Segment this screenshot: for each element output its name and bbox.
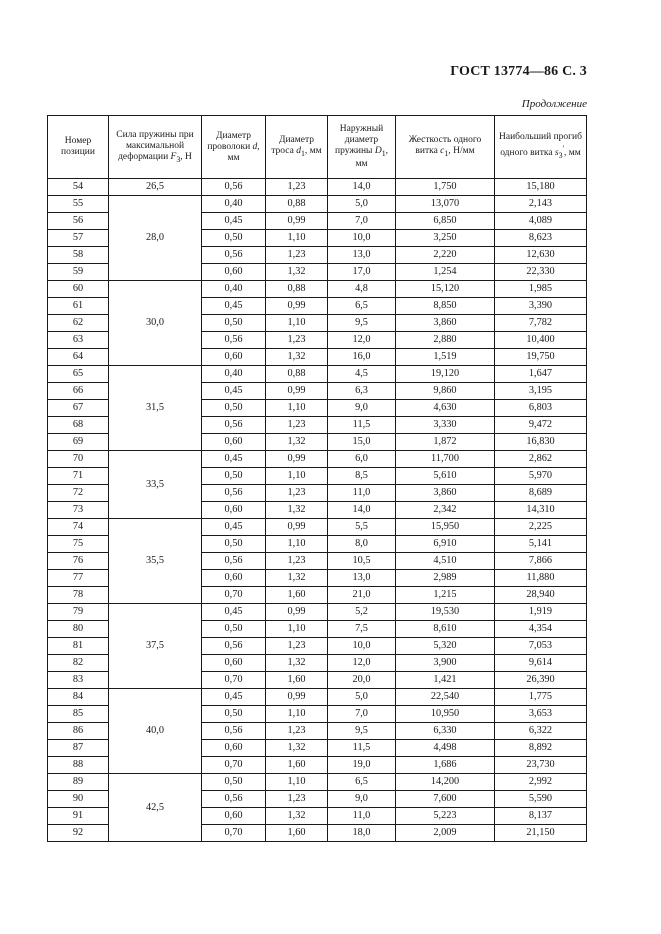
cell-position: 57 [48, 230, 109, 247]
cell-rope-diameter: 1,60 [266, 672, 328, 689]
cell-rope-diameter: 1,23 [266, 247, 328, 264]
cell-outer-diameter: 12,0 [328, 655, 396, 672]
column-coil-stiffness [396, 116, 495, 179]
cell-outer-diameter: 11,0 [328, 808, 396, 825]
column-symbol-subscript: 3 [176, 154, 181, 164]
cell-deflection: 1,647 [495, 366, 587, 383]
cell-deflection: 11,880 [495, 570, 587, 587]
cell-stiffness: 2,989 [396, 570, 495, 587]
cell-rope-diameter: 1,23 [266, 332, 328, 349]
cell-stiffness: 6,330 [396, 723, 495, 740]
cell-position: 77 [48, 570, 109, 587]
cell-position: 87 [48, 740, 109, 757]
cell-wire-diameter: 0,60 [202, 655, 266, 672]
cell-rope-diameter: 1,60 [266, 825, 328, 842]
cell-wire-diameter: 0,50 [202, 468, 266, 485]
cell-outer-diameter: 10,0 [328, 230, 396, 247]
cell-deflection: 22,330 [495, 264, 587, 281]
column-label: Сила пружины при максимальной деформации [116, 129, 194, 162]
cell-spring-force: 42,5 [109, 774, 202, 842]
cell-outer-diameter: 11,0 [328, 485, 396, 502]
cell-spring-force: 35,5 [109, 519, 202, 604]
cell-stiffness: 6,850 [396, 213, 495, 230]
cell-position: 80 [48, 621, 109, 638]
cell-outer-diameter: 5,0 [328, 196, 396, 213]
cell-deflection: 26,390 [495, 672, 587, 689]
cell-rope-diameter: 1,23 [266, 638, 328, 655]
table-row [48, 196, 587, 213]
cell-rope-diameter: 0,99 [266, 689, 328, 706]
cell-rope-diameter: 0,99 [266, 519, 328, 536]
cell-wire-diameter: 0,50 [202, 706, 266, 723]
cell-wire-diameter: 0,50 [202, 774, 266, 791]
column-symbol-subscript: 1 [381, 148, 386, 158]
cell-wire-diameter: 0,50 [202, 400, 266, 417]
cell-position: 65 [48, 366, 109, 383]
cell-wire-diameter: 0,60 [202, 808, 266, 825]
column-label: Жесткость одного витка [408, 135, 482, 157]
cell-outer-diameter: 12,0 [328, 332, 396, 349]
cell-wire-diameter: 0,45 [202, 383, 266, 400]
column-unit: , мм [564, 148, 581, 159]
cell-deflection: 1,985 [495, 281, 587, 298]
cell-position: 90 [48, 791, 109, 808]
cell-rope-diameter: 1,23 [266, 553, 328, 570]
table-body [48, 179, 587, 842]
header-row [48, 116, 587, 179]
table-row [48, 519, 587, 536]
cell-position: 86 [48, 723, 109, 740]
cell-deflection: 5,970 [495, 468, 587, 485]
cell-position: 64 [48, 349, 109, 366]
cell-position: 92 [48, 825, 109, 842]
cell-deflection: 8,689 [495, 485, 587, 502]
cell-wire-diameter: 0,50 [202, 315, 266, 332]
cell-wire-diameter: 0,45 [202, 213, 266, 230]
cell-deflection: 7,866 [495, 553, 587, 570]
cell-stiffness: 3,860 [396, 485, 495, 502]
cell-stiffness: 4,498 [396, 740, 495, 757]
cell-wire-diameter: 0,56 [202, 638, 266, 655]
cell-wire-diameter: 0,56 [202, 179, 266, 196]
cell-rope-diameter: 1,60 [266, 587, 328, 604]
table-row [48, 179, 587, 196]
cell-wire-diameter: 0,60 [202, 502, 266, 519]
cell-rope-diameter: 1,10 [266, 468, 328, 485]
continued-label: Продолжение [521, 98, 587, 110]
cell-spring-force: 37,5 [109, 604, 202, 689]
cell-wire-diameter: 0,70 [202, 672, 266, 689]
cell-position: 89 [48, 774, 109, 791]
cell-outer-diameter: 9,0 [328, 791, 396, 808]
cell-outer-diameter: 10,5 [328, 553, 396, 570]
cell-spring-force: 31,5 [109, 366, 202, 451]
cell-position: 61 [48, 298, 109, 315]
cell-position: 66 [48, 383, 109, 400]
cell-deflection: 1,919 [495, 604, 587, 621]
cell-deflection: 2,862 [495, 451, 587, 468]
column-spring-force [109, 116, 202, 179]
cell-rope-diameter: 1,10 [266, 230, 328, 247]
cell-outer-diameter: 9,5 [328, 723, 396, 740]
cell-rope-diameter: 1,10 [266, 315, 328, 332]
cell-wire-diameter: 0,45 [202, 519, 266, 536]
column-symbol: d [252, 141, 258, 152]
cell-outer-diameter: 8,0 [328, 536, 396, 553]
column-symbol: D [374, 146, 382, 157]
cell-rope-diameter: 1,23 [266, 417, 328, 434]
cell-position: 70 [48, 451, 109, 468]
cell-stiffness: 1,519 [396, 349, 495, 366]
cell-outer-diameter: 14,0 [328, 179, 396, 196]
cell-wire-diameter: 0,40 [202, 281, 266, 298]
cell-outer-diameter: 6,0 [328, 451, 396, 468]
cell-stiffness: 5,610 [396, 468, 495, 485]
cell-deflection: 9,472 [495, 417, 587, 434]
cell-deflection: 6,803 [495, 400, 587, 417]
cell-deflection: 3,653 [495, 706, 587, 723]
cell-deflection: 4,354 [495, 621, 587, 638]
cell-outer-diameter: 18,0 [328, 825, 396, 842]
cell-stiffness: 6,910 [396, 536, 495, 553]
cell-rope-diameter: 0,99 [266, 451, 328, 468]
cell-stiffness: 8,610 [396, 621, 495, 638]
cell-stiffness: 5,223 [396, 808, 495, 825]
column-symbol: d [296, 146, 301, 157]
column-symbol-subscript: 1 [444, 148, 449, 158]
cell-outer-diameter: 6,3 [328, 383, 396, 400]
cell-stiffness: 4,630 [396, 400, 495, 417]
cell-stiffness: 1,872 [396, 434, 495, 451]
cell-rope-diameter: 1,10 [266, 706, 328, 723]
column-label: Номер позиции [61, 136, 95, 157]
column-unit: , мм [227, 141, 260, 163]
cell-wire-diameter: 0,50 [202, 621, 266, 638]
cell-wire-diameter: 0,40 [202, 196, 266, 213]
cell-wire-diameter: 0,60 [202, 264, 266, 281]
cell-rope-diameter: 1,32 [266, 349, 328, 366]
cell-rope-diameter: 1,32 [266, 808, 328, 825]
cell-outer-diameter: 5,0 [328, 689, 396, 706]
cell-stiffness: 19,120 [396, 366, 495, 383]
cell-wire-diameter: 0,60 [202, 740, 266, 757]
cell-outer-diameter: 5,2 [328, 604, 396, 621]
cell-outer-diameter: 14,0 [328, 502, 396, 519]
cell-rope-diameter: 1,10 [266, 621, 328, 638]
cell-wire-diameter: 0,70 [202, 825, 266, 842]
cell-outer-diameter: 13,0 [328, 570, 396, 587]
cell-outer-diameter: 6,5 [328, 774, 396, 791]
cell-wire-diameter: 0,56 [202, 553, 266, 570]
cell-deflection: 8,137 [495, 808, 587, 825]
cell-wire-diameter: 0,45 [202, 451, 266, 468]
cell-wire-diameter: 0,40 [202, 366, 266, 383]
cell-stiffness: 15,120 [396, 281, 495, 298]
cell-outer-diameter: 5,5 [328, 519, 396, 536]
cell-stiffness: 13,070 [396, 196, 495, 213]
cell-deflection: 21,150 [495, 825, 587, 842]
column-symbol-subscript: 1 [300, 148, 305, 158]
cell-position: 62 [48, 315, 109, 332]
cell-stiffness: 10,950 [396, 706, 495, 723]
cell-position: 71 [48, 468, 109, 485]
cell-stiffness: 1,421 [396, 672, 495, 689]
cell-position: 84 [48, 689, 109, 706]
table-row [48, 604, 587, 621]
cell-stiffness: 19,530 [396, 604, 495, 621]
column-symbol: s [554, 148, 559, 159]
cell-stiffness: 3,900 [396, 655, 495, 672]
cell-position: 55 [48, 196, 109, 213]
cell-outer-diameter: 8,5 [328, 468, 396, 485]
cell-deflection: 3,195 [495, 383, 587, 400]
cell-rope-diameter: 1,23 [266, 791, 328, 808]
cell-rope-diameter: 0,99 [266, 383, 328, 400]
cell-stiffness: 3,860 [396, 315, 495, 332]
cell-rope-diameter: 1,32 [266, 502, 328, 519]
cell-spring-force: 26,5 [109, 179, 202, 196]
cell-position: 76 [48, 553, 109, 570]
column-label: Наружный диаметр пружины [334, 124, 384, 157]
cell-deflection: 10,400 [495, 332, 587, 349]
cell-stiffness: 1,750 [396, 179, 495, 196]
cell-spring-force: 28,0 [109, 196, 202, 281]
cell-deflection: 5,141 [495, 536, 587, 553]
cell-deflection: 3,390 [495, 298, 587, 315]
cell-stiffness: 7,600 [396, 791, 495, 808]
table-row [48, 689, 587, 706]
cell-outer-diameter: 7,0 [328, 213, 396, 230]
spring-parameters-table [47, 115, 587, 842]
cell-stiffness: 2,009 [396, 825, 495, 842]
column-unit: , мм [355, 146, 389, 169]
cell-spring-force: 30,0 [109, 281, 202, 366]
cell-stiffness: 14,200 [396, 774, 495, 791]
cell-wire-diameter: 0,56 [202, 485, 266, 502]
cell-wire-diameter: 0,70 [202, 587, 266, 604]
cell-deflection: 8,892 [495, 740, 587, 757]
cell-stiffness: 22,540 [396, 689, 495, 706]
cell-position: 82 [48, 655, 109, 672]
cell-outer-diameter: 17,0 [328, 264, 396, 281]
cell-position: 73 [48, 502, 109, 519]
cell-position: 58 [48, 247, 109, 264]
cell-rope-diameter: 1,32 [266, 434, 328, 451]
cell-rope-diameter: 1,32 [266, 264, 328, 281]
cell-outer-diameter: 20,0 [328, 672, 396, 689]
cell-wire-diameter: 0,56 [202, 417, 266, 434]
cell-deflection: 15,180 [495, 179, 587, 196]
cell-position: 83 [48, 672, 109, 689]
cell-deflection: 16,830 [495, 434, 587, 451]
cell-outer-diameter: 16,0 [328, 349, 396, 366]
cell-wire-diameter: 0,45 [202, 298, 266, 315]
table-row [48, 366, 587, 383]
cell-deflection: 2,992 [495, 774, 587, 791]
cell-deflection: 7,782 [495, 315, 587, 332]
cell-wire-diameter: 0,56 [202, 332, 266, 349]
cell-deflection: 14,310 [495, 502, 587, 519]
cell-outer-diameter: 15,0 [328, 434, 396, 451]
cell-outer-diameter: 19,0 [328, 757, 396, 774]
cell-rope-diameter: 0,88 [266, 366, 328, 383]
cell-position: 91 [48, 808, 109, 825]
cell-deflection: 2,143 [495, 196, 587, 213]
column-unit: , Н/мм [448, 146, 475, 157]
cell-position: 75 [48, 536, 109, 553]
column-label: Диаметр троса [271, 135, 315, 157]
cell-wire-diameter: 0,45 [202, 604, 266, 621]
column-symbol-subscript: 3 [558, 151, 563, 161]
cell-position: 81 [48, 638, 109, 655]
cell-stiffness: 3,330 [396, 417, 495, 434]
cell-rope-diameter: 1,32 [266, 570, 328, 587]
cell-stiffness: 4,510 [396, 553, 495, 570]
cell-position: 72 [48, 485, 109, 502]
column-label: Наибольший прогиб одного витка [499, 132, 582, 159]
cell-position: 63 [48, 332, 109, 349]
cell-wire-diameter: 0,50 [202, 536, 266, 553]
cell-position: 79 [48, 604, 109, 621]
column-unit: , Н [180, 151, 192, 162]
cell-position: 68 [48, 417, 109, 434]
column-position-number [48, 116, 109, 179]
cell-deflection: 5,590 [495, 791, 587, 808]
cell-rope-diameter: 0,99 [266, 298, 328, 315]
cell-outer-diameter: 11,5 [328, 740, 396, 757]
cell-position: 54 [48, 179, 109, 196]
cell-spring-force: 40,0 [109, 689, 202, 774]
cell-rope-diameter: 1,60 [266, 757, 328, 774]
cell-deflection: 1,775 [495, 689, 587, 706]
cell-stiffness: 2,220 [396, 247, 495, 264]
cell-wire-diameter: 0,60 [202, 570, 266, 587]
cell-rope-diameter: 1,23 [266, 485, 328, 502]
cell-position: 74 [48, 519, 109, 536]
cell-rope-diameter: 1,32 [266, 740, 328, 757]
cell-rope-diameter: 1,32 [266, 655, 328, 672]
cell-stiffness: 5,320 [396, 638, 495, 655]
cell-stiffness: 15,950 [396, 519, 495, 536]
cell-outer-diameter: 9,0 [328, 400, 396, 417]
cell-outer-diameter: 4,8 [328, 281, 396, 298]
column-symbol: c [440, 146, 445, 157]
cell-wire-diameter: 0,56 [202, 791, 266, 808]
cell-spring-force: 33,5 [109, 451, 202, 519]
cell-outer-diameter: 6,5 [328, 298, 396, 315]
cell-wire-diameter: 0,60 [202, 349, 266, 366]
cell-deflection: 7,053 [495, 638, 587, 655]
cell-deflection: 12,630 [495, 247, 587, 264]
cell-rope-diameter: 1,23 [266, 723, 328, 740]
column-rope-diameter [266, 116, 328, 179]
cell-rope-diameter: 1,10 [266, 536, 328, 553]
table-row [48, 774, 587, 791]
column-max-deflection [495, 116, 587, 179]
table-row [48, 451, 587, 468]
cell-position: 56 [48, 213, 109, 230]
cell-position: 69 [48, 434, 109, 451]
cell-deflection: 8,623 [495, 230, 587, 247]
page-header: ГОСТ 13774—86 С. 3 [450, 64, 587, 79]
cell-wire-diameter: 0,45 [202, 689, 266, 706]
cell-outer-diameter: 10,0 [328, 638, 396, 655]
cell-wire-diameter: 0,50 [202, 230, 266, 247]
cell-wire-diameter: 0,70 [202, 757, 266, 774]
cell-deflection: 19,750 [495, 349, 587, 366]
cell-rope-diameter: 1,23 [266, 179, 328, 196]
cell-rope-diameter: 1,10 [266, 774, 328, 791]
cell-stiffness: 1,254 [396, 264, 495, 281]
cell-rope-diameter: 1,10 [266, 400, 328, 417]
cell-outer-diameter: 9,5 [328, 315, 396, 332]
column-unit: , мм [304, 146, 322, 157]
cell-deflection: 23,730 [495, 757, 587, 774]
cell-stiffness: 1,215 [396, 587, 495, 604]
cell-rope-diameter: 0,88 [266, 196, 328, 213]
cell-position: 85 [48, 706, 109, 723]
cell-rope-diameter: 0,99 [266, 604, 328, 621]
cell-outer-diameter: 7,5 [328, 621, 396, 638]
cell-position: 59 [48, 264, 109, 281]
cell-position: 78 [48, 587, 109, 604]
cell-stiffness: 1,686 [396, 757, 495, 774]
cell-deflection: 9,614 [495, 655, 587, 672]
cell-deflection: 4,089 [495, 213, 587, 230]
cell-position: 60 [48, 281, 109, 298]
column-wire-diameter [202, 116, 266, 179]
column-label: Диаметр проволоки [207, 130, 253, 152]
cell-stiffness: 2,880 [396, 332, 495, 349]
table-row [48, 281, 587, 298]
cell-rope-diameter: 0,99 [266, 213, 328, 230]
cell-rope-diameter: 0,88 [266, 281, 328, 298]
cell-wire-diameter: 0,60 [202, 434, 266, 451]
cell-wire-diameter: 0,56 [202, 723, 266, 740]
cell-position: 67 [48, 400, 109, 417]
column-symbol: F [170, 151, 177, 162]
cell-stiffness: 2,342 [396, 502, 495, 519]
column-outer-diameter [328, 116, 396, 179]
cell-outer-diameter: 13,0 [328, 247, 396, 264]
cell-outer-diameter: 7,0 [328, 706, 396, 723]
table-header [48, 116, 587, 179]
cell-deflection: 2,225 [495, 519, 587, 536]
column-symbol-prime: ' [562, 144, 565, 154]
cell-position: 88 [48, 757, 109, 774]
cell-outer-diameter: 21,0 [328, 587, 396, 604]
cell-stiffness: 9,860 [396, 383, 495, 400]
cell-stiffness: 8,850 [396, 298, 495, 315]
cell-deflection: 28,940 [495, 587, 587, 604]
cell-stiffness: 3,250 [396, 230, 495, 247]
cell-outer-diameter: 4,5 [328, 366, 396, 383]
cell-deflection: 6,322 [495, 723, 587, 740]
cell-stiffness: 11,700 [396, 451, 495, 468]
cell-outer-diameter: 11,5 [328, 417, 396, 434]
cell-wire-diameter: 0,56 [202, 247, 266, 264]
